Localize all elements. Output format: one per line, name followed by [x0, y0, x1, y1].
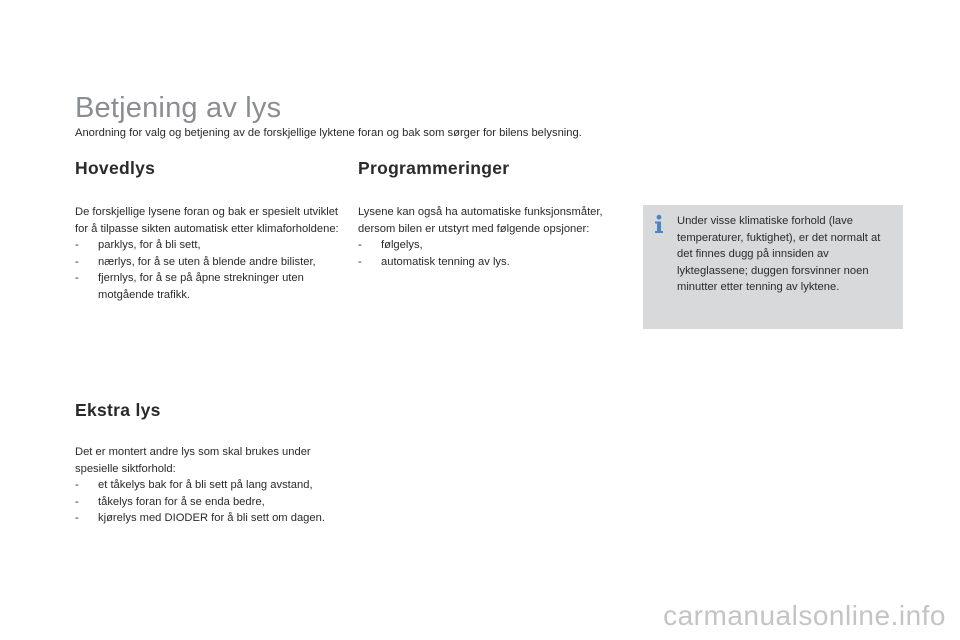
- list-item: [358, 254, 608, 271]
- info-note-box: [643, 205, 903, 329]
- watermark: carmanualsonline.info: [663, 600, 946, 631]
- programmeringer-list: [358, 237, 608, 270]
- page-title: Betjening av lys: [75, 92, 282, 124]
- list-item: [75, 477, 343, 494]
- list-item-text: følgelys,: [381, 239, 423, 251]
- info-icon: [651, 214, 667, 234]
- heading-ekstra-lys: Ekstra lys: [75, 400, 161, 420]
- list-dash: -: [75, 495, 79, 508]
- list-item: [75, 254, 340, 271]
- heading-programmeringer: Programmeringer: [358, 158, 510, 178]
- list-item-text: tåkelys foran for å se enda bedre,: [98, 495, 265, 508]
- list-item: [75, 494, 343, 511]
- list-item: [75, 510, 343, 527]
- list-dash: -: [75, 479, 79, 491]
- list-item-text: fjernlys, for å se på åpne strekninger uten motgående trafikk.: [98, 272, 304, 301]
- info-note-text: Under visse klimatiske forhold (lave temperaturer, fuktighet), er det normalt at det finnes dugg på innsiden av lykteglassene; duggen forsvinner noen minutter etter tenning av lyktene.: [677, 215, 881, 293]
- list-item-text: kjørelys med DIODER for å bli sett om dagen.: [98, 512, 325, 524]
- list-dash: -: [75, 272, 79, 284]
- section-hovedlys: [75, 204, 340, 303]
- section-ekstra-lys: [75, 444, 343, 527]
- heading-hovedlys: Hovedlys: [75, 158, 156, 178]
- list-item: [75, 237, 340, 254]
- list-item-text: parklys, for å bli sett,: [98, 239, 201, 251]
- hovedlys-intro: De forskjellige lysene foran og bak er spesielt utviklet for å tilpasse sikten automatisk etter klimaforholdene:: [75, 206, 339, 235]
- list-dash: -: [75, 255, 79, 268]
- ekstra-lys-list: [75, 477, 343, 527]
- list-dash: -: [75, 239, 79, 251]
- list-item-text: nærlys, for å se uten å blende andre bilister,: [98, 255, 316, 268]
- list-dash: -: [75, 512, 79, 524]
- list-dash: -: [358, 255, 362, 268]
- list-item: [358, 237, 608, 254]
- hovedlys-list: [75, 237, 340, 303]
- list-item-text: et tåkelys bak for å bli sett på lang avstand,: [98, 479, 313, 491]
- section-programmeringer: [358, 204, 608, 270]
- ekstra-lys-intro: Det er montert andre lys som skal brukes under spesielle siktforhold:: [75, 446, 311, 475]
- list-dash: -: [358, 239, 362, 251]
- page-subtitle: Anordning for valg og betjening av de forskjellige lyktene foran og bak som sørger for bilens belysning.: [75, 127, 582, 139]
- programmeringer-intro: Lysene kan også ha automatiske funksjonsmåter, dersom bilen er utstyrt med følgende opsjoner:: [358, 206, 603, 235]
- list-item-text: automatisk tenning av lys.: [381, 255, 510, 268]
- list-item: [75, 270, 340, 303]
